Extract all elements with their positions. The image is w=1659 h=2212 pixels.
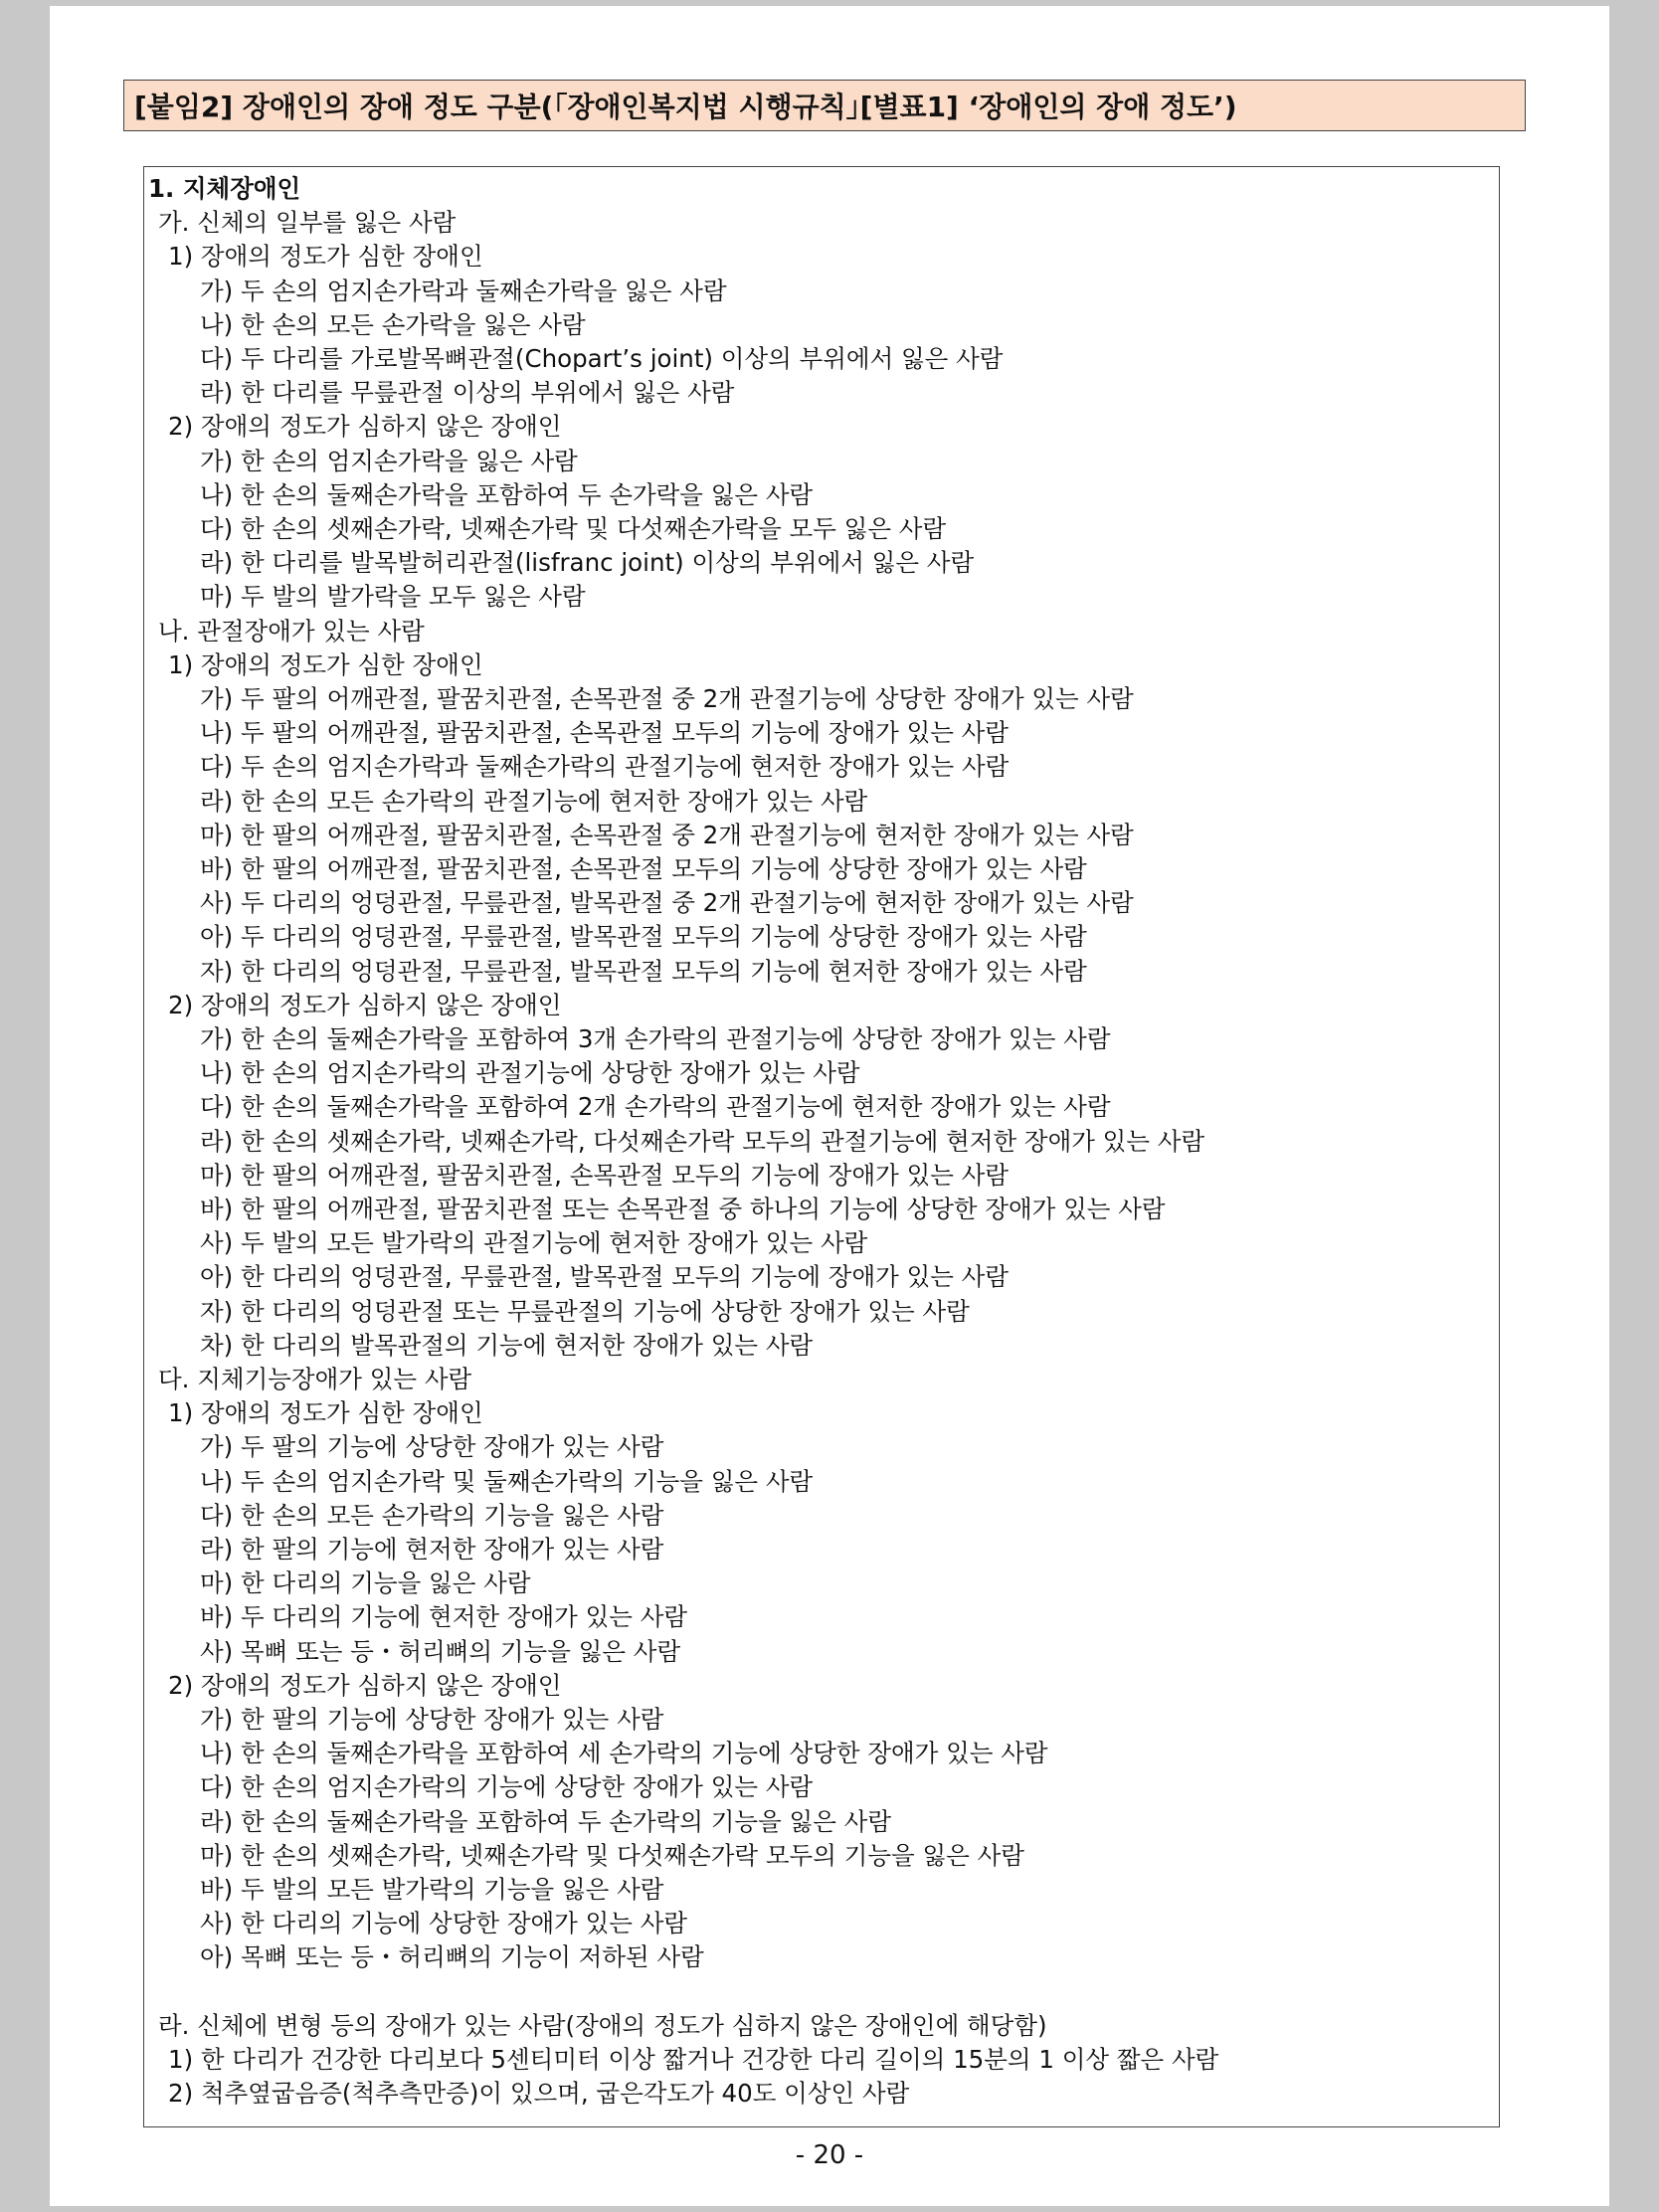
criteria-item: 마) 두 발의 발가락을 모두 잃은 사람 xyxy=(200,582,586,612)
severity-heading: 2) 척추옆굽음증(척추측만증)이 있으며, 굽은각도가 40도 이상인 사람 xyxy=(168,2079,910,2109)
criteria-item: 나) 두 팔의 어깨관절, 팔꿈치관절, 손목관절 모두의 기능에 장애가 있는 사람 xyxy=(200,718,1010,748)
criteria-item: 사) 한 다리의 기능에 상당한 장애가 있는 사람 xyxy=(200,1909,688,1938)
attachment-title: [붙임2] 장애인의 장애 정도 구분(｢장애인복지법 시행규칙｣[별표1] ‘장애인의 장애 정도’) xyxy=(134,91,1237,123)
criteria-item: 나) 한 손의 모든 손가락을 잃은 사람 xyxy=(200,309,586,339)
criteria-item: 라) 한 손의 모든 손가락의 관절기능에 현저한 장애가 있는 사람 xyxy=(200,786,868,816)
criteria-item: 다) 한 손의 엄지손가락의 기능에 상당한 장애가 있는 사람 xyxy=(200,1772,814,1802)
page-number: - 20 - xyxy=(795,2140,864,2170)
criteria-item: 아) 목뼈 또는 등・허리뼈의 기능이 저하된 사람 xyxy=(200,1942,704,1972)
attachment-title-box xyxy=(123,80,1526,131)
criteria-item: 가) 한 손의 둘째손가락을 포함하여 3개 손가락의 관절기능에 상당한 장애가 있는 사람 xyxy=(200,1024,1111,1053)
criteria-item: 다) 두 다리를 가로발목뼈관절(Chopart’s joint) 이상의 부위에서 잃은 사람 xyxy=(200,344,1004,373)
criteria-item: 나) 두 손의 엄지손가락 및 둘째손가락의 기능을 잃은 사람 xyxy=(200,1466,814,1496)
criteria-item: 다) 두 손의 엄지손가락과 둘째손가락의 관절기능에 현저한 장애가 있는 사람 xyxy=(200,752,1010,782)
criteria-item: 바) 두 발의 모든 발가락의 기능을 잃은 사람 xyxy=(200,1875,664,1904)
criteria-item: 가) 두 팔의 어깨관절, 팔꿈치관절, 손목관절 중 2개 관절기능에 상당한 장애가 있는 사람 xyxy=(200,684,1134,713)
criteria-item: 마) 한 다리의 기능을 잃은 사람 xyxy=(200,1568,531,1598)
criteria-item: 라) 한 다리를 발목발허리관절(lisfranc joint) 이상의 부위에서 잃은 사람 xyxy=(200,548,975,578)
criteria-item: 아) 한 다리의 엉덩관절, 무릎관절, 발목관절 모두의 기능에 장애가 있는 사람 xyxy=(200,1262,1010,1292)
severity-heading: 1) 장애의 정도가 심한 장애인 xyxy=(168,649,483,679)
criteria-item: 라) 한 다리를 무릎관절 이상의 부위에서 잃은 사람 xyxy=(200,378,735,408)
criteria-item: 가) 한 팔의 기능에 상당한 장애가 있는 사람 xyxy=(200,1705,664,1734)
criteria-item: 다) 한 손의 셋째손가락, 넷째손가락 및 다섯째손가락을 모두 잃은 사람 xyxy=(200,514,947,543)
criteria-item: 바) 한 팔의 어깨관절, 팔꿈치관절, 손목관절 모두의 기능에 상당한 장애가 있는 사람 xyxy=(200,854,1087,883)
severity-heading: 2) 장애의 정도가 심하지 않은 장애인 xyxy=(168,990,562,1019)
criteria-item: 차) 한 다리의 발목관절의 기능에 현저한 장애가 있는 사람 xyxy=(200,1330,814,1360)
criteria-item: 가) 한 손의 엄지손가락을 잃은 사람 xyxy=(200,446,578,475)
category-heading: 가. 신체의 일부를 잃은 사람 xyxy=(158,208,457,238)
severity-heading: 1) 장애의 정도가 심한 장애인 xyxy=(168,1398,483,1428)
category-heading: 라. 신체에 변형 등의 장애가 있는 사람(장애의 정도가 심하지 않은 장애인에 해당함) xyxy=(158,2010,1047,2040)
severity-heading: 2) 장애의 정도가 심하지 않은 장애인 xyxy=(168,1670,562,1700)
criteria-item: 자) 한 다리의 엉덩관절 또는 무릎관절의 기능에 상당한 장애가 있는 사람 xyxy=(200,1296,970,1326)
criteria-item: 바) 두 다리의 기능에 현저한 장애가 있는 사람 xyxy=(200,1602,688,1632)
criteria-item: 라) 한 손의 셋째손가락, 넷째손가락, 다섯째손가락 모두의 관절기능에 현저한 장애가 있는 사람 xyxy=(200,1126,1205,1156)
criteria-item: 다) 한 손의 모든 손가락의 기능을 잃은 사람 xyxy=(200,1500,664,1530)
criteria-item: 아) 두 다리의 엉덩관절, 무릎관절, 발목관절 모두의 기능에 상당한 장애가 있는 사람 xyxy=(200,922,1087,952)
criteria-item: 자) 한 다리의 엉덩관절, 무릎관절, 발목관절 모두의 기능에 현저한 장애가 있는 사람 xyxy=(200,956,1087,986)
criteria-item: 사) 목뼈 또는 등・허리뼈의 기능을 잃은 사람 xyxy=(200,1636,681,1666)
severity-heading: 1) 한 다리가 건강한 다리보다 5센티미터 이상 짧거나 건강한 다리 길이의 15분의 1 이상 짧은 사람 xyxy=(168,2045,1219,2074)
category-heading: 나. 관절장애가 있는 사람 xyxy=(158,616,425,645)
criteria-item: 사) 두 다리의 엉덩관절, 무릎관절, 발목관절 중 2개 관절기능에 현저한 장애가 있는 사람 xyxy=(200,888,1134,918)
criteria-item: 라) 한 팔의 기능에 현저한 장애가 있는 사람 xyxy=(200,1535,664,1564)
criteria-item: 나) 한 손의 둘째손가락을 포함하여 두 손가락을 잃은 사람 xyxy=(200,479,814,509)
criteria-item: 가) 두 팔의 기능에 상당한 장애가 있는 사람 xyxy=(200,1432,664,1462)
criteria-item: 사) 두 발의 모든 발가락의 관절기능에 현저한 장애가 있는 사람 xyxy=(200,1228,868,1258)
criteria-item: 다) 한 손의 둘째손가락을 포함하여 2개 손가락의 관절기능에 현저한 장애가 있는 사람 xyxy=(200,1092,1111,1122)
criteria-item: 나) 한 손의 둘째손가락을 포함하여 세 손가락의 기능에 상당한 장애가 있는 사람 xyxy=(200,1739,1048,1768)
criteria-item: 마) 한 팔의 어깨관절, 팔꿈치관절, 손목관절 모두의 기능에 장애가 있는 사람 xyxy=(200,1160,1010,1190)
criteria-item: 라) 한 손의 둘째손가락을 포함하여 두 손가락의 기능을 잃은 사람 xyxy=(200,1806,891,1836)
section-heading: 1. 지체장애인 xyxy=(148,174,301,203)
criteria-item: 마) 한 손의 셋째손가락, 넷째손가락 및 다섯째손가락 모두의 기능을 잃은 사람 xyxy=(200,1840,1024,1870)
category-heading: 다. 지체기능장애가 있는 사람 xyxy=(158,1365,472,1393)
criteria-item: 마) 한 팔의 어깨관절, 팔꿈치관절, 손목관절 중 2개 관절기능에 현저한 장애가 있는 사람 xyxy=(200,820,1134,849)
criteria-item: 바) 한 팔의 어깨관절, 팔꿈치관절 또는 손목관절 중 하나의 기능에 상당한 장애가 있는 사람 xyxy=(200,1195,1166,1223)
criteria-content-box xyxy=(143,166,1500,2127)
severity-heading: 2) 장애의 정도가 심하지 않은 장애인 xyxy=(168,412,562,442)
severity-heading: 1) 장애의 정도가 심한 장애인 xyxy=(168,242,483,272)
criteria-item: 가) 두 손의 엄지손가락과 둘째손가락을 잃은 사람 xyxy=(200,276,727,305)
criteria-item: 나) 한 손의 엄지손가락의 관절기능에 상당한 장애가 있는 사람 xyxy=(200,1058,860,1088)
document-page xyxy=(50,6,1609,2206)
